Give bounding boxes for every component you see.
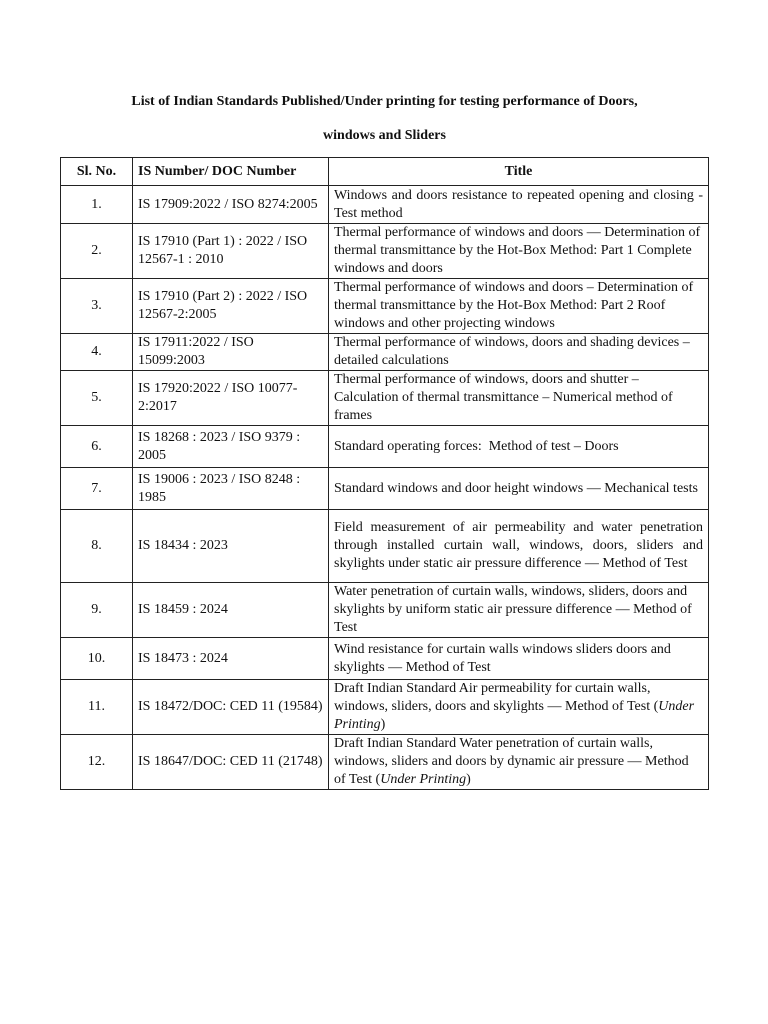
header-is-number: IS Number/ DOC Number [133,158,329,186]
table-row [61,334,709,371]
row-is-number: IS 18434 : 2023 [133,510,329,583]
row-title: Thermal performance of windows, doors and shutter – Calculation of thermal transmittance – Numerical method of frames [329,371,709,426]
row-title-text: Draft Indian Standard Air permeability for curtain walls, windows, sliders, doors and skylights — Method of Test ( [334,681,659,714]
under-printing-note: Under Printing [334,699,695,732]
row-title-end: ) [466,772,471,787]
document-title-line2: windows and Sliders [323,128,446,143]
row-title: Wind resistance for curtain walls windows sliders doors and skylights — Method of Test [329,638,709,680]
standards-table [60,157,709,790]
table-row [61,279,709,334]
row-sl-no: 4. [61,334,133,371]
header-title: Title [329,158,709,186]
table-row [61,468,709,510]
row-sl-no: 6. [61,426,133,468]
row-is-number: IS 19006 : 2023 / ISO 8248 : 1985 [133,468,329,510]
table-row [61,426,709,468]
row-is-number: IS 18647/DOC: CED 11 (21748) [133,735,329,790]
row-title: Thermal performance of windows, doors and shading devices – detailed calculations [329,334,709,371]
row-is-number: IS 17909:2022 / ISO 8274:2005 [133,186,329,224]
row-sl-no: 9. [61,583,133,638]
row-is-number: IS 18459 : 2024 [133,583,329,638]
row-title: Field measurement of air permeability and water penetration through installed curtain wall, windows, doors, sliders and skylights under static air pressure difference — Method of Test [329,510,709,583]
row-title: Standard windows and door height windows — Mechanical tests [329,468,709,510]
row-sl-no: 7. [61,468,133,510]
row-title: Thermal performance of windows and doors — Determination of thermal transmittance by the Hot-Box Method: Part 1 Complete windows and doors [329,224,709,279]
row-sl-no: 8. [61,510,133,583]
table-row [61,371,709,426]
row-title-end: ) [380,717,386,732]
table-row [61,224,709,279]
table-row [61,638,709,680]
table-row [61,583,709,638]
row-title: Water penetration of curtain walls, windows, sliders, doors and skylights by uniform static air pressure difference — Method of Test [329,583,709,638]
row-sl-no: 12. [61,735,133,790]
row-sl-no: 1. [61,186,133,224]
header-sl-no: Sl. No. [61,158,133,186]
row-title-text: Draft Indian Standard Water penetration of curtain walls, windows, sliders and doors by dynamic air pressure — Method of Test ( [334,736,689,787]
row-title: Thermal performance of windows and doors – Determination of thermal transmittance by the Hot-Box Method: Part 2 Roof windows and other projecting windows [329,279,709,334]
document-title-line1: List of Indian Standards Published/Under printing for testing performance of Doors, [131,94,638,109]
row-is-number: IS 17910 (Part 2) : 2022 / ISO 12567-2:2005 [133,279,329,334]
table-row [61,735,709,790]
row-is-number: IS 17920:2022 / ISO 10077-2:2017 [133,371,329,426]
row-is-number: IS 18268 : 2023 / ISO 9379 : 2005 [133,426,329,468]
row-title: Windows and doors resistance to repeated opening and closing -Test method [329,186,709,224]
row-sl-no: 3. [61,279,133,334]
table-row [61,510,709,583]
document-title [60,93,709,145]
table-row [61,186,709,224]
row-is-number: IS 18473 : 2024 [133,638,329,680]
row-title: Standard operating forces: Method of test – Doors [329,426,709,468]
row-title [329,735,709,790]
under-printing-note: Under Printing [380,772,467,787]
row-is-number: IS 17911:2022 / ISO 15099:2003 [133,334,329,371]
row-sl-no: 5. [61,371,133,426]
table-row [61,680,709,735]
row-sl-no: 10. [61,638,133,680]
row-is-number: IS 17910 (Part 1) : 2022 / ISO 12567-1 : 2010 [133,224,329,279]
row-title [329,680,709,735]
row-sl-no: 2. [61,224,133,279]
row-sl-no: 11. [61,680,133,735]
table-header-row [61,158,709,186]
row-is-number: IS 18472/DOC: CED 11 (19584) [133,680,329,735]
